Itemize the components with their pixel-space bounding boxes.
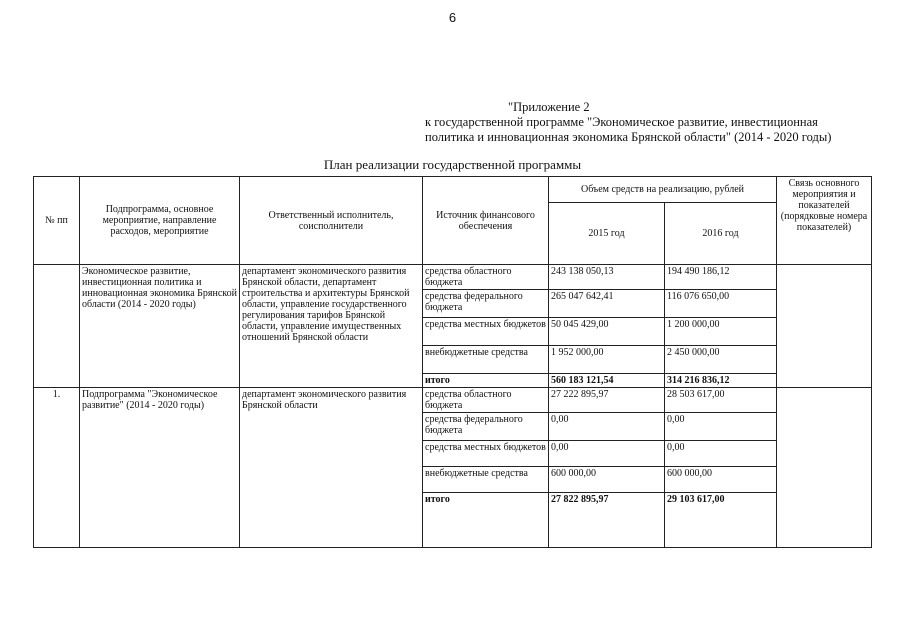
value-2016: 0,00 <box>665 441 777 467</box>
source-cell: средства федерального бюджета <box>423 413 549 441</box>
appendix-header <box>425 100 895 145</box>
value-2016: 2 450 000,00 <box>665 346 777 374</box>
plan-title: План реализации государственной программы <box>323 157 582 172</box>
header-num: № пп <box>34 177 80 265</box>
page-number: 6 <box>448 10 457 25</box>
total-2015: 560 183 121,54 <box>549 374 665 388</box>
source-cell: средства областного бюджета <box>423 265 549 290</box>
value-2016: 28 503 617,00 <box>665 388 777 413</box>
source-cell: внебюджетные средства <box>423 467 549 493</box>
appendix-line-2: политика и инновационная экономика Брянской области" (2014 - 2020 годы) <box>425 130 832 144</box>
value-2015: 265 047 642,41 <box>549 290 665 318</box>
total-2015: 27 822 895,97 <box>549 493 665 548</box>
header-row-1 <box>34 177 872 203</box>
block-num <box>34 265 80 388</box>
value-2015: 600 000,00 <box>549 467 665 493</box>
header-link: Связь основного мероприятия и показателей (порядковые номера показателей) <box>777 177 872 265</box>
plan-table <box>33 176 872 548</box>
value-2016: 194 490 186,12 <box>665 265 777 290</box>
value-2015: 27 222 895,97 <box>549 388 665 413</box>
header-subprogram: Подпрограмма, основное мероприятие, направление расходов, мероприятие <box>80 177 240 265</box>
header-volume: Объем средств на реализацию, рублей <box>549 177 777 203</box>
source-cell: средства областного бюджета <box>423 388 549 413</box>
link-cell <box>777 388 872 548</box>
header-executor: Ответственный исполнитель, соисполнители <box>240 177 423 265</box>
appendix-title: "Приложение 2 <box>508 100 590 114</box>
value-2016: 1 200 000,00 <box>665 318 777 346</box>
value-2015: 0,00 <box>549 413 665 441</box>
source-cell: средства местных бюджетов <box>423 318 549 346</box>
source-cell: внебюджетные средства <box>423 346 549 374</box>
total-2016: 29 103 617,00 <box>665 493 777 548</box>
table-row <box>34 388 872 413</box>
link-cell <box>777 265 872 388</box>
value-2015: 243 138 050,13 <box>549 265 665 290</box>
appendix-line-1: к государственной программе "Экономическое развитие, инвестиционная <box>425 115 818 129</box>
header-source: Источник финансового обеспечения <box>423 177 549 265</box>
header-year-2016: 2016 год <box>665 203 777 265</box>
source-cell: средства местных бюджетов <box>423 441 549 467</box>
value-2015: 0,00 <box>549 441 665 467</box>
block-executor: департамент экономического развития Брянской области, департамент строительства и архитектуры Брянской области, управление государственного регулирования тарифов Брянской области, управление имущественных отношений Брянской области <box>240 265 423 388</box>
header-year-2015: 2015 год <box>549 203 665 265</box>
value-2016: 0,00 <box>665 413 777 441</box>
value-2015: 1 952 000,00 <box>549 346 665 374</box>
total-label: итого <box>423 493 549 548</box>
block-name: Подпрограмма "Экономическое развитие" (2014 - 2020 годы) <box>80 388 240 548</box>
total-label: итого <box>423 374 549 388</box>
source-cell: средства федерального бюджета <box>423 290 549 318</box>
block-name: Экономическое развитие, инвестиционная политика и инновационная экономика Брянской области (2014 - 2020 годы) <box>80 265 240 388</box>
table-row <box>34 265 872 290</box>
block-executor: департамент экономического развития Брянской области <box>240 388 423 548</box>
value-2015: 50 045 429,00 <box>549 318 665 346</box>
total-2016: 314 216 836,12 <box>665 374 777 388</box>
block-num: 1. <box>34 388 80 548</box>
value-2016: 600 000,00 <box>665 467 777 493</box>
value-2016: 116 076 650,00 <box>665 290 777 318</box>
